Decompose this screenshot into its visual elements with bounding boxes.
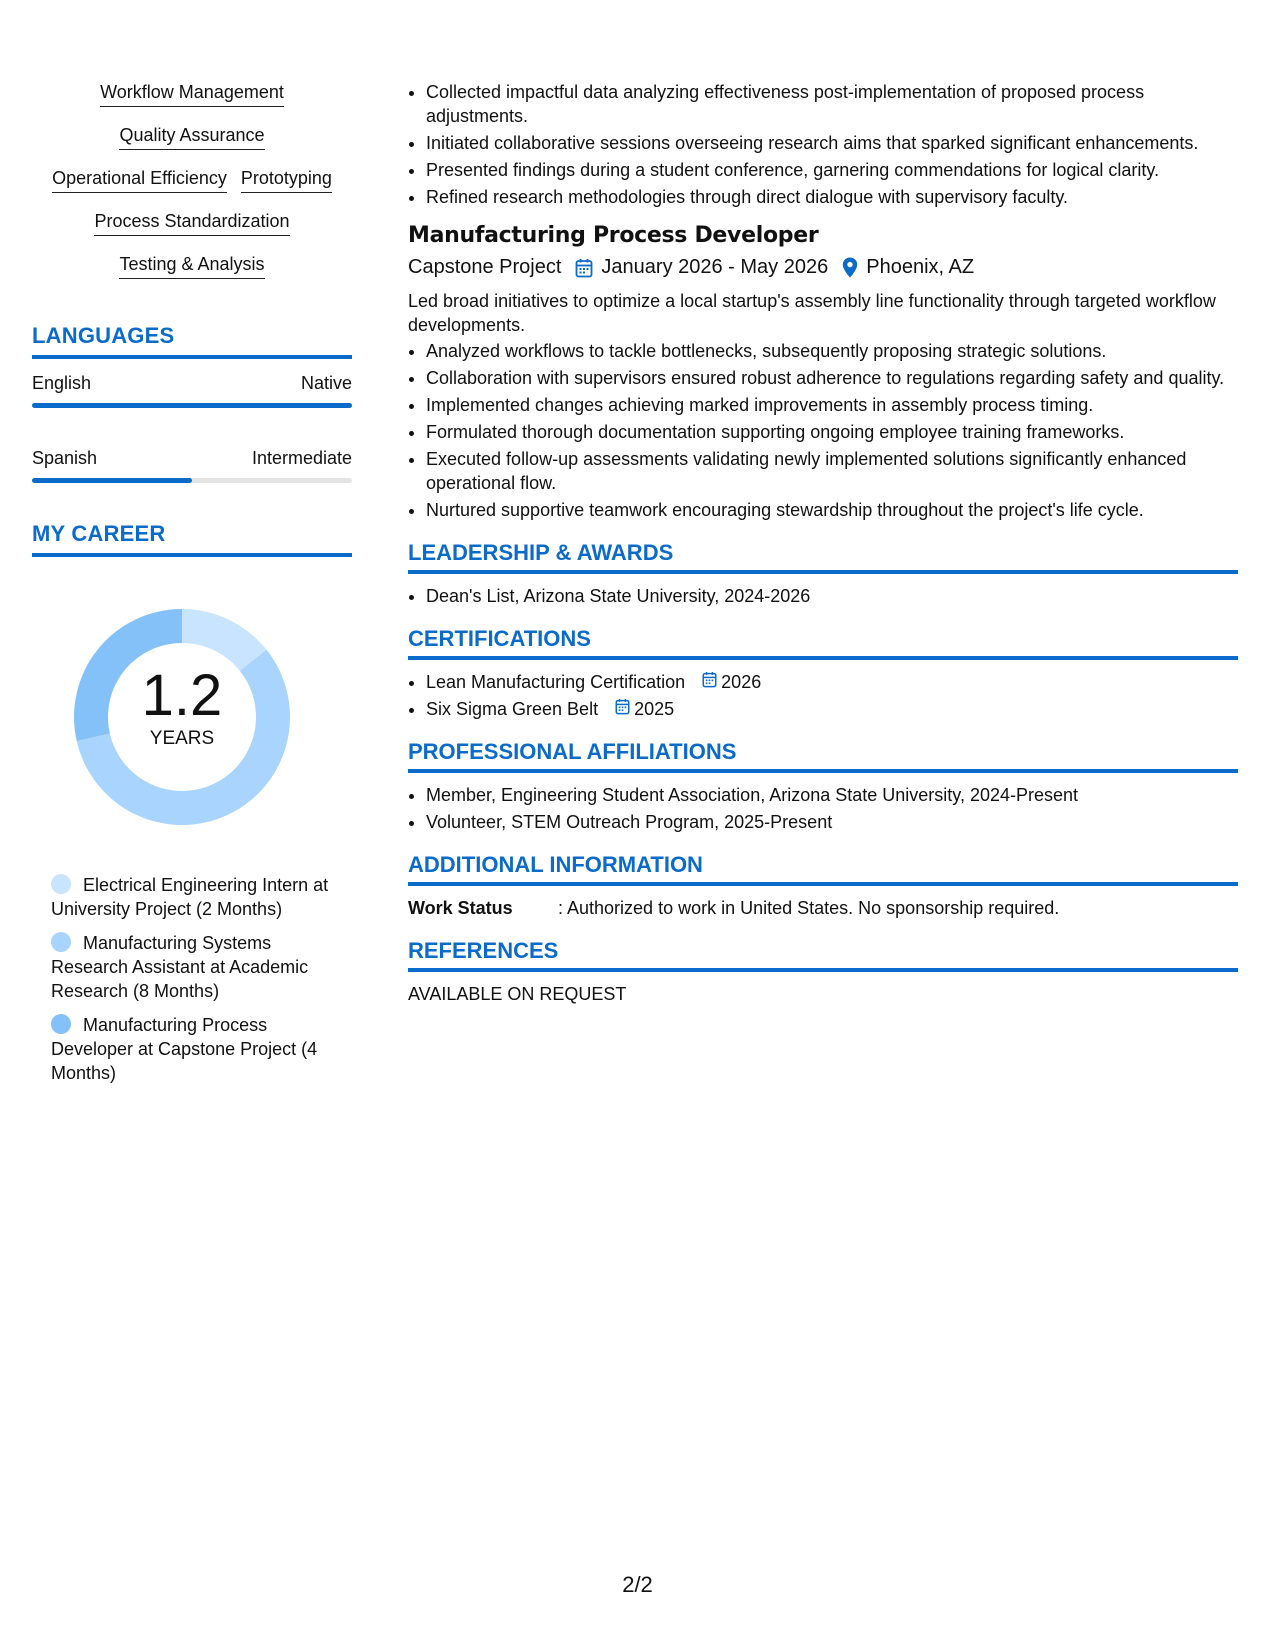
- career-heading: MY CAREER: [32, 521, 352, 557]
- job-meta: [408, 256, 1238, 279]
- left-column: [32, 80, 352, 1095]
- page-number: 2/2: [622, 1572, 653, 1597]
- references-heading: REFERENCES: [408, 938, 1238, 972]
- job-bullets: [408, 339, 1238, 522]
- bullet-item: • Initiated collaborative sessions overseeing research aims that sparked significant enhancements.: [426, 131, 1238, 155]
- legend-dot: [51, 1014, 71, 1034]
- career-legend-item: Manufacturing Systems Research Assistant at Academic Research (8 Months): [51, 933, 309, 1001]
- calendar-icon: [575, 258, 593, 278]
- calendar-icon: [702, 670, 721, 694]
- certification-year: 2026: [721, 672, 762, 692]
- previous-job-bullets: [408, 80, 1238, 209]
- work-status-value: : Authorized to work in United States. No sponsorship required.: [558, 898, 1060, 918]
- work-status-label: Work Status: [408, 898, 513, 918]
- leadership-heading: LEADERSHIP & AWARDS: [408, 540, 1238, 574]
- affiliation-item: • Volunteer, STEM Outreach Program, 2025-Present: [426, 810, 1238, 834]
- language-name: Spanish: [32, 448, 98, 468]
- leadership-item: • Dean's List, Arizona State University, 2024-2026: [426, 584, 1238, 608]
- career-donut-chart: [62, 597, 302, 837]
- bullet-item: • Nurtured supportive teamwork encouraging stewardship throughout the project's life cycle.: [426, 498, 1238, 522]
- skill-tag: Workflow Management: [100, 80, 284, 107]
- leadership-list: [408, 584, 1238, 608]
- skill-tag: Process Standardization: [94, 209, 289, 236]
- language-bar-fill: [32, 478, 192, 483]
- certification-item: [426, 697, 1238, 721]
- language-bar-fill: [32, 403, 352, 408]
- right-column: [408, 80, 1238, 1006]
- skill-tag: Operational Efficiency: [52, 166, 227, 193]
- calendar-icon: [615, 697, 634, 721]
- work-status: [408, 896, 1238, 920]
- legend-dot: [51, 874, 71, 894]
- career-legend: [32, 873, 352, 1085]
- languages-list: [32, 371, 352, 483]
- certifications-heading: CERTIFICATIONS: [408, 626, 1238, 660]
- certification-item: [426, 670, 1238, 694]
- job-dates: January 2026 - May 2026: [601, 256, 829, 278]
- language-name: English: [32, 373, 92, 393]
- affiliation-item: • Member, Engineering Student Association, Arizona State University, 2024-Present: [426, 783, 1238, 807]
- job-location: Phoenix, AZ: [866, 256, 975, 278]
- bullet-item: • Refined research methodologies through direct dialogue with supervisory faculty.: [426, 185, 1238, 209]
- career-unit: YEARS: [149, 728, 215, 749]
- bullet-item: • Presented findings during a student conference, garnering commendations for logical clarity.: [426, 158, 1238, 182]
- certification-name: Lean Manufacturing Certification: [426, 672, 686, 692]
- bullet-item: • Collected impactful data analyzing effectiveness post-implementation of proposed process adjustments.: [426, 80, 1238, 128]
- career-legend-item: Electrical Engineering Intern at University Project (2 Months): [51, 875, 329, 919]
- skill-tag: Testing & Analysis: [119, 252, 264, 279]
- affiliations-heading: PROFESSIONAL AFFILIATIONS: [408, 739, 1238, 773]
- career-legend-item: Manufacturing Process Developer at Capstone Project (4 Months): [51, 1015, 318, 1083]
- certifications-list: [408, 670, 1238, 721]
- certification-year: 2025: [634, 699, 675, 719]
- job-description: Led broad initiatives to optimize a local startup's assembly line functionality through targeted workflow developments.: [408, 291, 1216, 335]
- language-bar: [32, 478, 352, 483]
- language-level: Intermediate: [251, 448, 352, 468]
- language-item: [32, 371, 352, 408]
- skills-list: [32, 80, 352, 279]
- languages-heading: LANGUAGES: [32, 323, 352, 359]
- skill-tag: Quality Assurance: [119, 123, 264, 150]
- job-title: Manufacturing Process Developer: [408, 223, 819, 248]
- bullet-item: • Formulated thorough documentation supporting ongoing employee training frameworks.: [426, 420, 1238, 444]
- certification-name: Six Sigma Green Belt: [426, 699, 599, 719]
- bullet-item: • Executed follow-up assessments validating newly implemented solutions significantly enhanced operational flow.: [426, 447, 1238, 495]
- career-total: 1.2: [141, 663, 223, 728]
- language-level: Native: [300, 373, 352, 393]
- references-text: AVAILABLE ON REQUEST: [408, 984, 627, 1004]
- job-company: Capstone Project: [408, 256, 562, 278]
- additional-info-heading: ADDITIONAL INFORMATION: [408, 852, 1238, 886]
- affiliations-list: [408, 783, 1238, 834]
- location-pin-icon: [842, 257, 858, 278]
- skill-tag: Prototyping: [241, 166, 332, 193]
- bullet-item: • Analyzed workflows to tackle bottlenecks, subsequently proposing strategic solutions.: [426, 339, 1238, 363]
- language-bar: [32, 403, 352, 408]
- bullet-item: • Implemented changes achieving marked improvements in assembly process timing.: [426, 393, 1238, 417]
- bullet-item: • Collaboration with supervisors ensured robust adherence to regulations regarding safety and quality.: [426, 366, 1238, 390]
- language-item: [32, 446, 352, 483]
- legend-dot: [51, 932, 71, 952]
